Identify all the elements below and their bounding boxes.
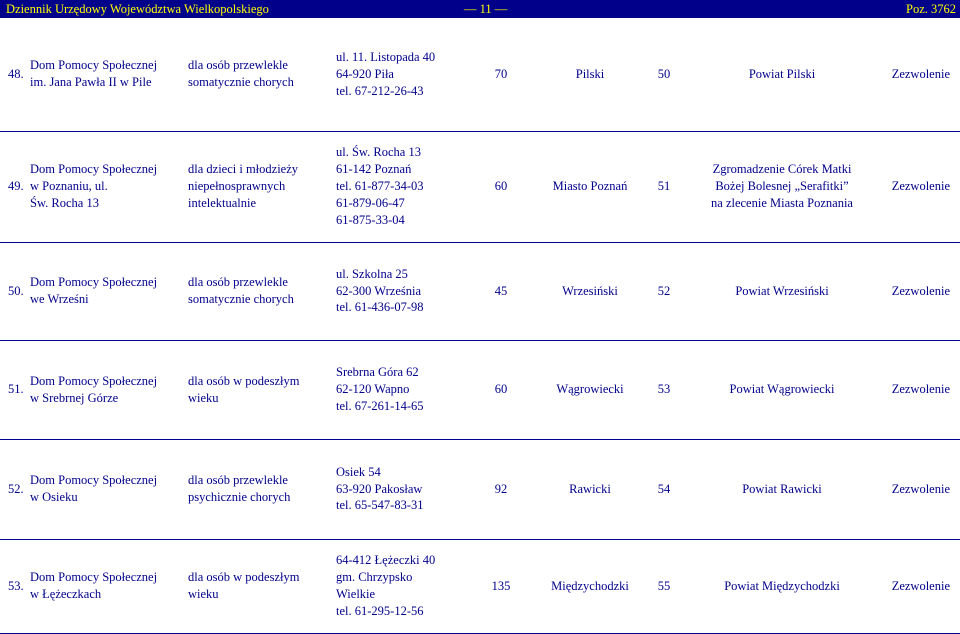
facility-address-line: tel. 65-547-83-31 [336, 498, 424, 513]
facility-address-line: 61-875-33-04 [336, 212, 405, 227]
district: Międzychodzki [540, 539, 638, 633]
resident-type [186, 539, 334, 633]
facility-name [28, 539, 186, 633]
facility-address-line: Osiek 54 [336, 464, 381, 479]
table-row [0, 439, 960, 539]
facility-address-line: ul. Św. Rocha 13 [336, 145, 421, 160]
row-number: 50. [0, 242, 28, 340]
operator [688, 539, 874, 633]
table-row [0, 242, 960, 340]
capacity: 70 [460, 18, 540, 131]
resident-type-line: dla osób przewlekle [188, 275, 288, 290]
facility-address-line: 62-120 Wapno [336, 382, 410, 397]
facility-name [28, 18, 186, 131]
permit-status: Zezwolenie [874, 340, 960, 439]
resident-type [186, 131, 334, 242]
facility-name-line: w Łężeczkach [30, 587, 102, 601]
district-code: 51 [638, 131, 688, 242]
district-code: 52 [638, 242, 688, 340]
facility-address [334, 439, 460, 539]
capacity: 135 [460, 539, 540, 633]
facility-address-line: tel. 67-261-14-65 [336, 398, 424, 413]
facility-address [334, 340, 460, 439]
facility-address [334, 539, 460, 633]
page-number: — 11 — [464, 2, 508, 16]
facility-address [334, 18, 460, 131]
resident-type-line: dla osób w podeszłym [188, 373, 300, 388]
journal-title: Dziennik Urzędowy Województwa Wielkopolskiego [6, 2, 269, 16]
resident-type-line: niepełnosprawnych [188, 179, 286, 194]
district: Pilski [540, 18, 638, 131]
facility-name-line: w Poznaniu, ul. [30, 179, 108, 194]
resident-type-line: dla osób przewlekle [188, 58, 288, 73]
row-number: 48. [0, 18, 28, 131]
resident-type [186, 18, 334, 131]
facilities-table [0, 18, 960, 634]
facility-name-line: Dom Pomocy Społecznej [30, 570, 158, 585]
facility-name-line: Dom Pomocy Społecznej [30, 162, 158, 177]
capacity: 45 [460, 242, 540, 340]
operator-line: Powiat Międzychodzki [724, 578, 840, 593]
facility-name-line: w Osieku [30, 490, 78, 504]
resident-type-line: somatycznie chorych [188, 292, 294, 306]
resident-type [186, 439, 334, 539]
facility-address-line: 63-920 Pakosław [336, 481, 423, 496]
permit-status: Zezwolenie [874, 242, 960, 340]
facility-address-line: tel. 61-436-07-98 [336, 300, 424, 315]
district-code: 55 [638, 539, 688, 633]
row-number: 51. [0, 340, 28, 439]
operator [688, 18, 874, 131]
resident-type [186, 242, 334, 340]
row-number: 52. [0, 439, 28, 539]
facility-address-line: Wielkie [336, 587, 376, 601]
table-body [0, 18, 960, 633]
resident-type-line: wieku [188, 587, 219, 601]
facility-name-line: Św. Rocha 13 [30, 195, 99, 210]
district-code: 54 [638, 439, 688, 539]
facility-name [28, 439, 186, 539]
district-code: 50 [638, 18, 688, 131]
resident-type-line: dla osób przewlekle [188, 473, 288, 488]
facility-name-line: Dom Pomocy Społecznej [30, 473, 158, 488]
capacity: 60 [460, 131, 540, 242]
operator [688, 242, 874, 340]
resident-type-line: somatycznie chorych [188, 75, 294, 90]
resident-type-line: intelektualnie [188, 195, 257, 210]
operator-line: Powiat Wągrowiecki [729, 382, 835, 397]
table-row [0, 340, 960, 439]
facility-name-line: im. Jana Pawła II w Pile [30, 75, 152, 90]
table-row [0, 18, 960, 131]
district: Rawicki [540, 439, 638, 539]
resident-type-line: psychicznie chorych [188, 490, 291, 504]
position-number: Poz. 3762 [906, 2, 956, 16]
facility-address-line: 64-920 Piła [336, 66, 394, 81]
facility-address [334, 242, 460, 340]
district: Wągrowiecki [540, 340, 638, 439]
facility-address-line: 62-300 Września [336, 283, 422, 298]
page-header [0, 0, 960, 18]
facility-address-line: tel. 61-877-34-03 [336, 179, 424, 194]
facility-address-line: 61-879-06-47 [336, 195, 405, 210]
row-number: 53. [0, 539, 28, 633]
permit-status: Zezwolenie [874, 18, 960, 131]
operator-line: Powiat Rawicki [742, 481, 822, 496]
facility-address-line: tel. 67-212-26-43 [336, 83, 424, 98]
permit-status: Zezwolenie [874, 439, 960, 539]
resident-type-line: dla osób w podeszłym [188, 570, 300, 585]
row-number: 49. [0, 131, 28, 242]
operator-line: Zgromadzenie Córek Matki [712, 162, 852, 177]
capacity: 92 [460, 439, 540, 539]
operator-line: na zlecenie Miasta Poznania [711, 195, 853, 210]
capacity: 60 [460, 340, 540, 439]
facility-name [28, 340, 186, 439]
facility-address-line: tel. 61-295-12-56 [336, 603, 424, 618]
resident-type-line: wieku [188, 390, 219, 405]
facility-name-line: Dom Pomocy Społecznej [30, 58, 158, 73]
operator-line: Bożej Bolesnej „Serafitki” [715, 179, 849, 194]
district: Miasto Poznań [540, 131, 638, 242]
facility-name [28, 242, 186, 340]
facility-name [28, 131, 186, 242]
permit-status: Zezwolenie [874, 131, 960, 242]
facility-address-line: ul. 11. Listopada 40 [336, 49, 436, 64]
operator-line: Powiat Wrzesiński [735, 283, 829, 298]
district-code: 53 [638, 340, 688, 439]
facility-name-line: Dom Pomocy Społecznej [30, 275, 158, 290]
resident-type-line: dla dzieci i młodzieży [188, 162, 299, 177]
district: Wrzesiński [540, 242, 638, 340]
facility-address-line: 64-412 Łężeczki 40 [336, 553, 436, 568]
facility-name-line: Dom Pomocy Społecznej [30, 373, 158, 388]
table-row [0, 539, 960, 633]
facility-address-line: 61-142 Poznań [336, 162, 412, 177]
table-row [0, 131, 960, 242]
operator [688, 131, 874, 242]
facility-address-line: ul. Szkolna 25 [336, 266, 408, 281]
operator [688, 340, 874, 439]
resident-type [186, 340, 334, 439]
operator-line: Powiat Pilski [748, 66, 816, 81]
permit-status: Zezwolenie [874, 539, 960, 633]
facility-name-line: w Srebrnej Górze [30, 390, 119, 405]
facility-address [334, 131, 460, 242]
facility-address-line: Srebrna Góra 62 [336, 365, 419, 380]
operator [688, 439, 874, 539]
facility-name-line: we Wrześni [30, 292, 89, 306]
facility-address-line: gm. Chrzypsko [336, 570, 413, 585]
